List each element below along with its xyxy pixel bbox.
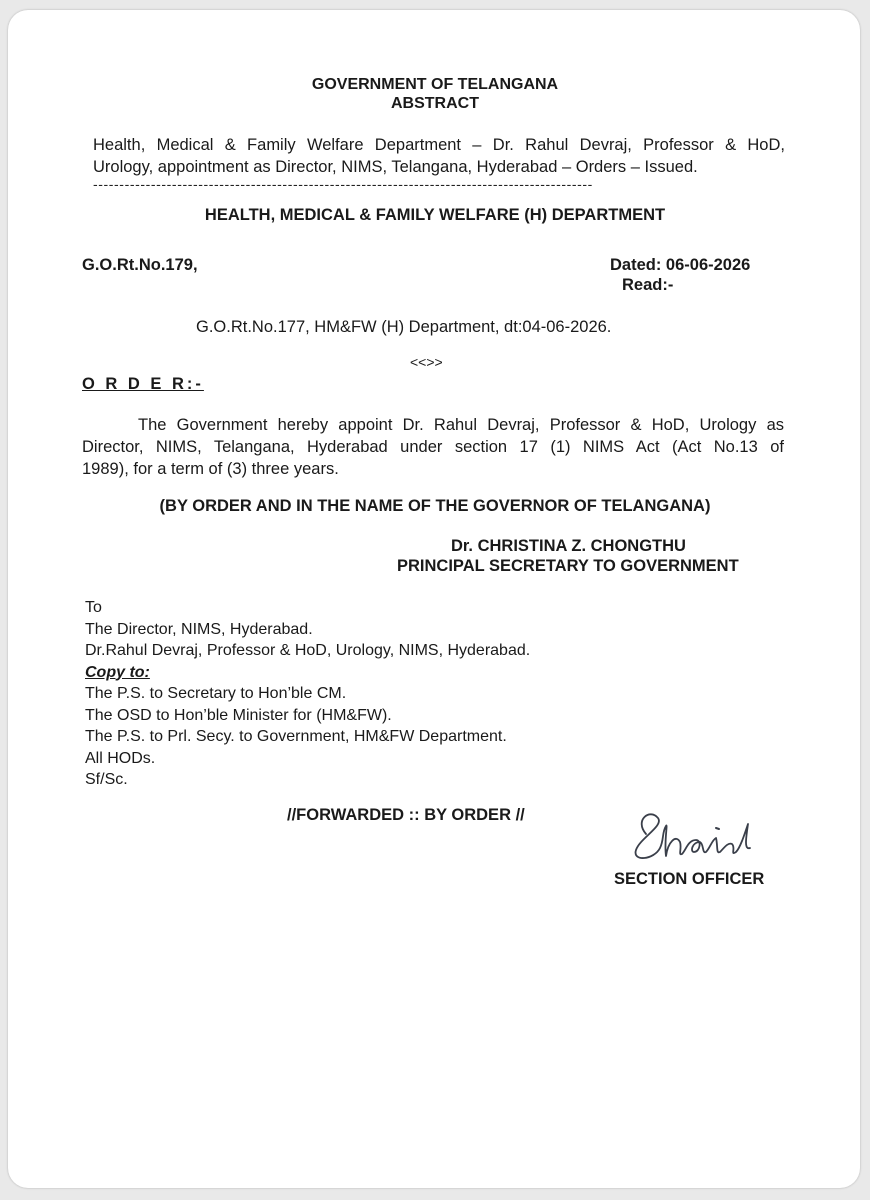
recipient-item: The Director, NIMS, Hyderabad. xyxy=(85,620,313,638)
order-date: Dated: 06-06-2026 xyxy=(610,256,751,274)
separator-line: ----------------------------------------------------------------------------------------------- xyxy=(93,176,593,192)
subject-line: Urology, appointment as Director, NIMS, Telangana, Hyderabad – Orders – Issued. xyxy=(93,158,698,176)
order-body-line: The Government hereby appoint Dr. Rahul Devraj, Professor & HoD, Urology as xyxy=(138,416,784,434)
copy-item: All HODs. xyxy=(85,749,156,767)
department-heading: HEALTH, MEDICAL & FAMILY WELFARE (H) DEPARTMENT xyxy=(204,206,666,224)
signatory-name: Dr. CHRISTINA Z. CHONGTHU xyxy=(451,537,686,555)
copy-item: The P.S. to Secretary to Hon’ble CM. xyxy=(85,685,347,702)
by-order-statement: (BY ORDER AND IN THE NAME OF THE GOVERNOR OF TELANGANA) xyxy=(159,497,711,515)
order-body-line: 1989), for a term of (3) three years. xyxy=(82,460,339,478)
divider-mark: <<>> xyxy=(410,354,443,370)
distribution-list xyxy=(85,597,530,791)
section-officer-label: SECTION OFFICER xyxy=(614,870,765,888)
subject-paragraph xyxy=(93,134,785,178)
forwarded-by-order: //FORWARDED :: BY ORDER // xyxy=(287,806,525,824)
order-body xyxy=(82,414,784,480)
subject-line: Health, Medical & Family Welfare Department – Dr. Rahul Devraj, Professor & HoD, xyxy=(93,136,785,154)
order-number: G.O.Rt.No.179, xyxy=(82,256,198,274)
reference-text: G.O.Rt.No.177, HM&FW (H) Department, dt:04-06-2026. xyxy=(196,318,612,336)
copy-to-label: Copy to: xyxy=(85,663,150,681)
copy-item: The P.S. to Prl. Secy. to Government, HM&FW Department. xyxy=(85,728,507,745)
order-body-line: Director, NIMS, Telangana, Hyderabad under section 17 (1) NIMS Act (Act No.13 of xyxy=(82,438,784,456)
order-heading: O R D E R:- xyxy=(82,375,204,393)
copy-item: The OSD to Hon’ble Minister for (HM&FW). xyxy=(85,706,392,724)
handwritten-signature xyxy=(620,798,770,878)
read-label: Read:- xyxy=(622,276,674,294)
government-title: GOVERNMENT OF TELANGANA xyxy=(311,76,559,93)
abstract-title: ABSTRACT xyxy=(391,95,479,112)
recipient-item: Dr.Rahul Devraj, Professor & HoD, Urology, NIMS, Hyderabad. xyxy=(85,642,531,659)
copy-item: Sf/Sc. xyxy=(85,771,128,788)
to-label: To xyxy=(85,599,102,616)
signatory-title: PRINCIPAL SECRETARY TO GOVERNMENT xyxy=(397,557,739,575)
